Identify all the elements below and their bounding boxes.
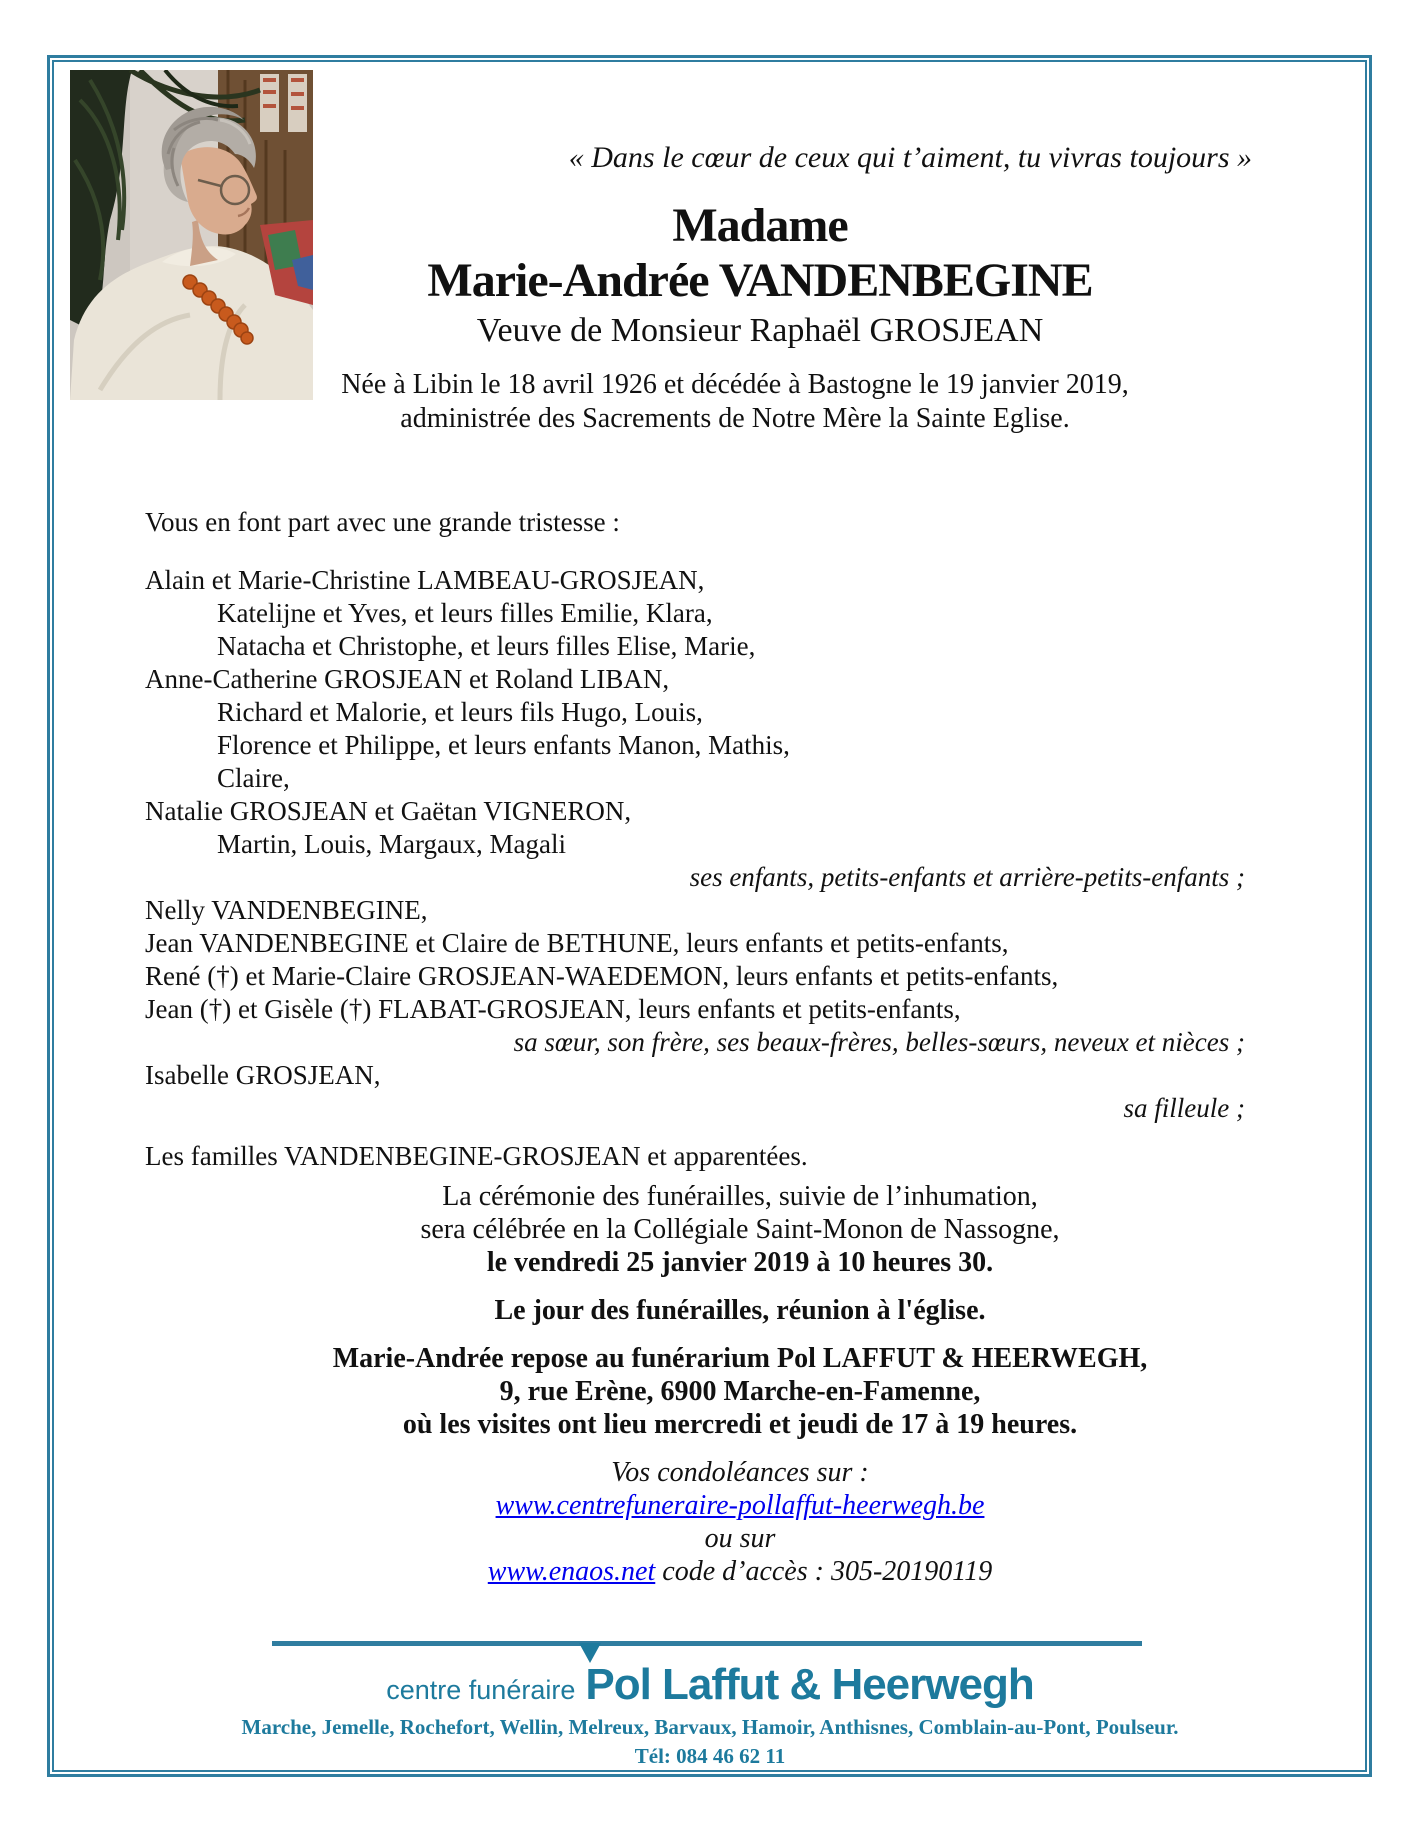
family-line: Alain et Marie-Christine LAMBEAU-GROSJEAN, (145, 565, 705, 595)
birth-death-block (210, 368, 1260, 436)
family-line: Martin, Louis, Margaux, Magali (217, 829, 566, 859)
family-line: Natalie GROSJEAN et Gaëtan VIGNERON, (145, 796, 632, 826)
footer-phone: Tél: 084 46 62 11 (634, 1744, 786, 1768)
relation-label: ses enfants, petits-enfants et arrière-petits-enfants ; (689, 862, 1245, 892)
family-line: Jean (†) et Gisèle (†) FLABAT-GROSJEAN, leurs enfants et petits-enfants, (145, 994, 961, 1024)
family-line: René (†) et Marie-Claire GROSJEAN-WAEDEMON, leurs enfants et petits-enfants, (145, 961, 1059, 991)
footer-locations: Marche, Jemelle, Rochefort, Wellin, Melreux, Barvaux, Hamoir, Anthisnes, Comblain-au-Pont, Poulseur. (241, 1715, 1179, 1739)
enaos-link[interactable]: www.enaos.net (487, 1556, 656, 1587)
reunion-line: Le jour des funérailles, réunion à l'église. (494, 1295, 986, 1326)
logo-prefix: centre funéraire (386, 1675, 576, 1705)
funeral-home-logo (110, 1660, 1310, 1710)
ceremony-line: La cérémonie des funérailles, suivie de l’inhumation, (442, 1181, 1038, 1212)
funerarium-address: 9, rue Erène, 6900 Marche-en-Famenne, (499, 1376, 981, 1407)
family-line: Anne-Catherine GROSJEAN et Roland LIBAN, (145, 664, 670, 694)
ceremony-line: sera célébrée en la Collégiale Saint-Monon de Nassogne, (420, 1214, 1060, 1245)
ceremony-datetime: le vendredi 25 janvier 2019 à 10 heures 30. (486, 1247, 994, 1278)
family-line: Richard et Malorie, et leurs fils Hugo, Louis, (217, 697, 703, 727)
family-line: Jean VANDENBEGINE et Claire de BETHUNE, leurs enfants et petits-enfants, (145, 928, 1009, 958)
announcement-intro: Vous en font part avec une grande tristesse : (145, 507, 620, 537)
ceremony-block (140, 1180, 1340, 1588)
footer-divider (272, 1641, 1142, 1646)
condolences-intro: Vos condoléances sur : (611, 1457, 869, 1488)
deceased-name: Marie-Andrée VANDENBEGINE (427, 254, 1093, 307)
access-code: code d’accès : 305-20190119 (655, 1556, 993, 1587)
logo-brand-name: Pol Laffut & Heerwegh (585, 1660, 1034, 1709)
family-line: Katelijne et Yves, et leurs filles Emilie, Klara, (217, 598, 713, 628)
family-announcement (145, 506, 1245, 1173)
visits-line: où les visites ont lieu mercredi et jeudi de 17 à 19 heures. (402, 1409, 1078, 1440)
funerarium-line: Marie-Andrée repose au funérarium Pol LAFFUT & HEERWEGH, (332, 1343, 1148, 1374)
family-line: Claire, (217, 763, 290, 793)
logo-triangle-icon (579, 1643, 601, 1663)
title-madame: Madame (672, 199, 848, 252)
widow-subtitle: Veuve de Monsieur Raphaël GROSJEAN (476, 312, 1044, 349)
relation-label: sa filleule ; (1123, 1093, 1245, 1123)
title-block (335, 198, 1185, 354)
family-line: Isabelle GROSJEAN, (145, 1060, 381, 1090)
condolences-link[interactable]: www.centrefuneraire-pollaffut-heerwegh.be (495, 1490, 985, 1521)
family-line: Natacha et Christophe, et leurs filles Elise, Marie, (217, 631, 756, 661)
memorial-quote: « Dans le cœur de ceux qui t’aiment, tu vivras toujours » (568, 141, 1252, 174)
birth-death-line1: Née à Libin le 18 avril 1926 et décédée à Bastogne le 19 janvier 2019, (341, 369, 1129, 400)
family-line: Nelly VANDENBEGINE, (145, 895, 428, 925)
families-closing: Les familles VANDENBEGINE-GROSJEAN et apparentées. (145, 1141, 808, 1171)
birth-death-line2: administrée des Sacrements de Notre Mère la Sainte Eglise. (400, 403, 1070, 434)
or-text: ou sur (704, 1523, 776, 1554)
family-line: Florence et Philippe, et leurs enfants Manon, Mathis, (217, 730, 790, 760)
portrait-photo-illustration (70, 70, 313, 400)
portrait-photo (70, 70, 313, 400)
relation-label: sa sœur, son frère, ses beaux-frères, belles-sœurs, neveux et nièces ; (513, 1027, 1245, 1057)
